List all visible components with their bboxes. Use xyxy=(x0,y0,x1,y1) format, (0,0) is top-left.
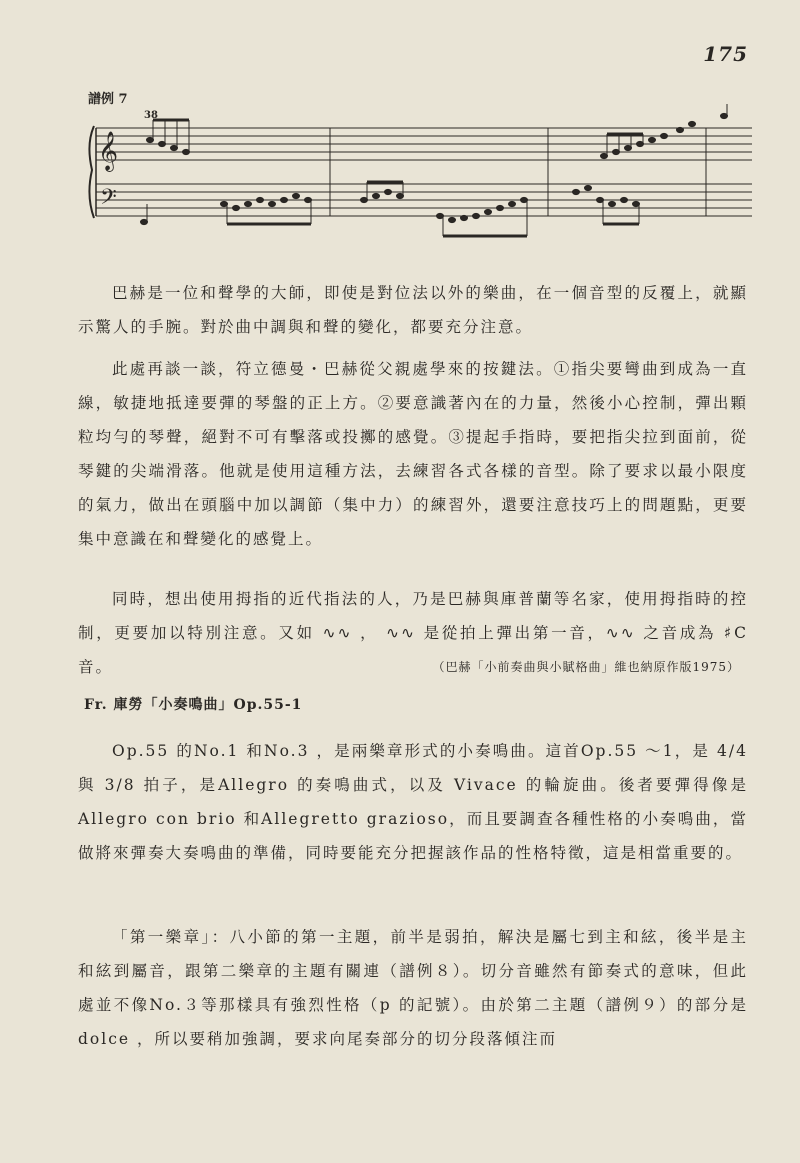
svg-text:𝄞: 𝄞 xyxy=(98,131,119,171)
paragraph-1-text: 巴赫是一位和聲學的大師，即使是對位法以外的樂曲，在一個音型的反覆上，就顯示驚人的手腕。對於曲中調與和聲的變化，都要充分注意。 xyxy=(78,284,748,336)
section-heading: Fr. 庫勞「小奏鳴曲」Op.55-1 xyxy=(84,697,303,713)
example-label: 譜例 7 xyxy=(88,92,128,107)
paragraph-4-text: Op.55 的No.1 和No.3 ，是兩樂章形式的小奏鳴曲。這首Op.55 ～1，是 4/4 與 3/8 拍子，是Allegro 的奏鳴曲式，以及 Vivace 的輪旋曲。後者要彈得像是Allegro con brio 和Allegretto grazioso，而且要調查各種性格的小奏鳴曲，當做將來彈奏大奏鳴曲的準備，同時要能充分把握該作品的性格特徵，這是相當重要的。 xyxy=(78,742,748,862)
music-score xyxy=(84,104,756,254)
citation: （巴赫「小前奏曲與小賦格曲」維也納原作版1975） xyxy=(432,660,740,674)
measure-number: 38 xyxy=(144,110,158,121)
paragraph-2 xyxy=(78,352,748,556)
paragraph-2-text: 此處再談一談，符立德曼・巴赫從父親處學來的按鍵法。①指尖要彎曲到成為一直線，敏捷地抵達要彈的琴盤的正上方。②要意識著內在的力量，然後小心控制，彈出顆粒均勻的琴聲，絕對不可有擊落或投擲的感覺。③提起手指時，要把指尖拉到面前，從琴鍵的尖端滑落。他就是使用這種方法，去練習各式各樣的音型。除了要求以最小限度的氣力，做出在頭腦中加以調節（集中力）的練習外，還要注意技巧上的問題點，更要集中意識在和聲變化的感覺上。 xyxy=(78,360,748,548)
page-number: 175 xyxy=(703,42,748,66)
svg-text:𝄢: 𝄢 xyxy=(100,185,117,215)
paragraph-1 xyxy=(78,276,748,344)
paragraph-5-text: 「第一樂章」：八小節的第一主題，前半是弱拍，解決是屬七到主和絃，後半是主和絃到屬音，跟第二樂章的主題有關連（譜例８）。切分音雖然有節奏式的意味，但此處並不像No.３等那樣具有強烈性格（p 的記號）。由於第二主題（譜例９）的部分是dolce ，所以要稍加強調，要求向尾奏部分的切分段落傾注而 xyxy=(78,928,748,1048)
paragraph-4 xyxy=(78,734,748,870)
paragraph-5 xyxy=(78,920,748,1056)
paragraph-3-text: 同時，想出使用拇指的近代指法的人，乃是巴赫與庫普蘭等名家，使用拇指時的控制，更要加以特別注意。又如 ∿∿ ， ∿∿ 是從拍上彈出第一音，∿∿ 之音成為 ♯C音。 xyxy=(78,590,748,676)
